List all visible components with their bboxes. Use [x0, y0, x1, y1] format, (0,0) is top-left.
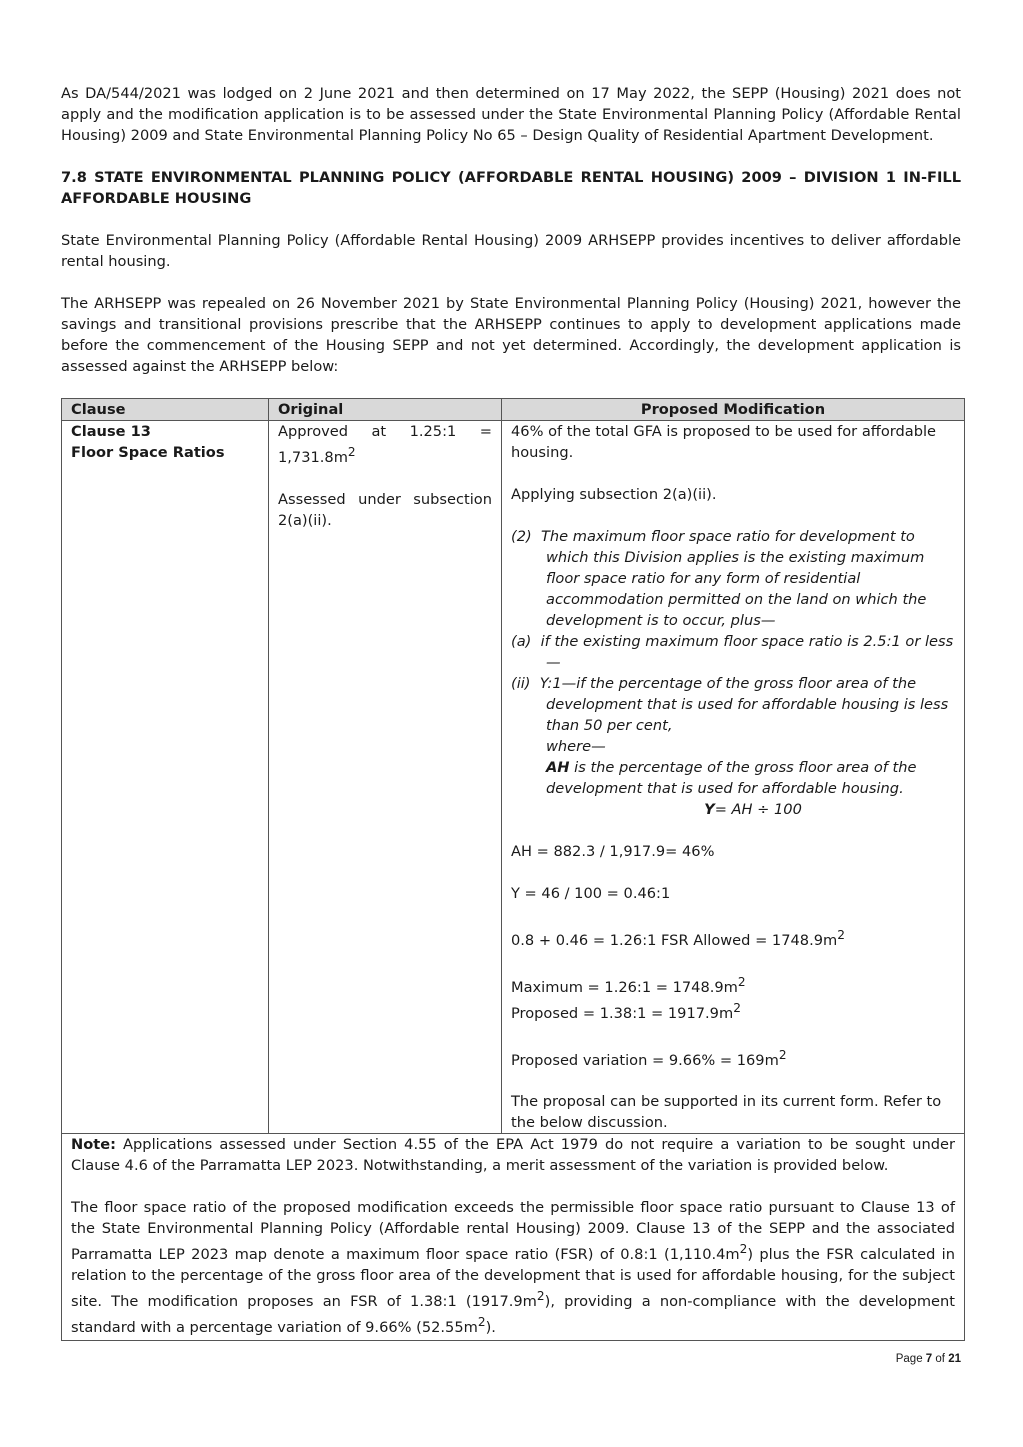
quote-ah-definition — [511, 757, 955, 799]
variation-text: Proposed variation = 9.66% = 169m — [511, 1051, 779, 1069]
ah-term: AH — [546, 759, 570, 776]
header-clause: Clause — [62, 399, 269, 421]
note-paragraph — [71, 1134, 955, 1176]
quote-where: where— — [546, 738, 606, 755]
total-pages: 21 — [948, 1353, 961, 1365]
y-formula-text: = AH ÷ 100 — [714, 801, 802, 818]
fsr-allowed-text: 0.8 + 0.46 = 1.26:1 FSR Allowed = 1748.9m — [511, 931, 838, 949]
of-word: of — [935, 1353, 945, 1365]
note-text: Applications assessed under Section 4.55 of the EPA Act 1979 do not require a variation to be sought under Clause 4.6 of the Parramatta LEP 2023. Notwithstanding, a merit assessment of the variation is provided below. — [71, 1136, 955, 1175]
quote-label: (2) — [511, 528, 532, 545]
at-word: at — [371, 423, 387, 440]
arhsepp-intro-paragraph: State Environmental Planning Policy (Affordable Rental Housing) 2009 ARHSEPP provides incentives to deliver affordable rental housing. — [61, 232, 961, 270]
clause-title: Clause 13 — [71, 423, 151, 440]
note-label: Note: — [71, 1136, 116, 1154]
original-approved-value — [278, 442, 492, 468]
note-fsr-text: ). — [485, 1319, 496, 1337]
table-header-row — [62, 399, 965, 421]
superscript: 2 — [737, 974, 746, 989]
original-cell — [269, 421, 502, 1134]
section-heading: 7.8 STATE ENVIRONMENTAL PLANNING POLICY (AFFORDABLE RENTAL HOUSING) 2009 – DIVISION 1 IN-FILL AFFORDABLE HOUSING — [61, 169, 961, 207]
superscript: 2 — [477, 1315, 486, 1330]
quote-text: Y:1—if the percentage of the gross floor area of the development that is used for affordable housing is less than 50 per cent, — [539, 675, 949, 734]
quote-text: if the existing maximum floor space ratio is 2.5:1 or less— — [540, 633, 954, 671]
calc-variation — [511, 1045, 955, 1071]
proposed-cell — [502, 421, 965, 1134]
header-proposed: Proposed Modification — [502, 399, 965, 421]
calc-proposed — [511, 998, 955, 1024]
table-note-row — [62, 1134, 965, 1341]
clause-cell — [62, 421, 269, 1134]
calc-fsr-allowed — [511, 925, 955, 951]
note-fsr-text: ), providing a non-compliance with the development standard with a percentage variation of 9.66% (52.55m — [71, 1293, 955, 1337]
approved-area: 1,731.8m — [278, 448, 348, 466]
original-assessed-text: Assessed under subsection 2(a)(ii). — [278, 490, 492, 529]
arhsepp-repeal-paragraph: The ARHSEPP was repealed on 26 November 2021 by State Environmental Planning Policy (Housing) 2021, however the savings and transitional provisions prescribe that the ARHSEPP continues to apply to development applications made before the commencement of the Housing SEPP and not yet determined. Accordingly, the development application is assessed against the ARHSEPP below: — [61, 295, 961, 375]
superscript: 2 — [837, 928, 845, 942]
quote-clause-ii — [511, 673, 955, 736]
original-approved-line — [278, 421, 492, 442]
calc-maximum — [511, 972, 955, 998]
maximum-text: Maximum = 1.26:1 = 1748.9m — [511, 978, 738, 996]
superscript: 2 — [347, 445, 356, 459]
calc-ah: AH = 882.3 / 1,917.9= 46% — [511, 843, 715, 860]
approved-ratio: 1.25:1 — [409, 423, 457, 440]
current-page: 7 — [925, 1353, 933, 1365]
page-word: Page — [895, 1353, 923, 1365]
clause-subtitle: Floor Space Ratios — [71, 444, 225, 461]
superscript: 2 — [778, 1047, 787, 1062]
calc-y: Y = 46 / 100 = 0.46:1 — [511, 885, 671, 902]
quote-label: (ii) — [511, 675, 531, 692]
header-original: Original — [269, 399, 502, 421]
superscript: 2 — [739, 1242, 748, 1257]
quote-y-formula — [511, 799, 955, 820]
note-fsr-text: The floor space ratio of the proposed modification exceeds the permissible floor space ratio pursuant to Clause 13 of the State Environmental Planning Policy (Affordable rental Housing) 2009. Clause 13 of the SEPP and the associated Parramatta LEP 2023 map denote a maximum floor space ratio (FSR) of 0.8:1 (1,110.4m — [71, 1199, 955, 1264]
note-fsr-paragraph — [71, 1197, 955, 1338]
superscript: 2 — [536, 1289, 545, 1304]
quote-text: The maximum floor space ratio for development to which this Division applies is the existing maximum floor space ratio for any form of residential accommodation permitted on the land on which the development is to occur, plus— — [540, 528, 927, 629]
intro-paragraph: As DA/544/2021 was lodged on 2 June 2021 and then determined on 17 May 2022, the SEPP (Housing) 2021 does not apply and the modification application is to be assessed under the State Environmental Planning Policy (Affordable Rental Housing) 2009 and State Environmental Planning Policy No 65 – Design Quality of Residential Apartment Development. — [61, 85, 961, 144]
note-cell — [62, 1134, 965, 1341]
proposed-gfa-text: 46% of the total GFA is proposed to be used for affordable housing. — [511, 423, 936, 461]
quote-clause-2 — [511, 526, 955, 631]
proposal-conclusion: The proposal can be supported in its current form. Refer to the below discussion. — [511, 1093, 942, 1132]
page-number — [896, 1353, 961, 1365]
proposed-text: Proposed = 1.38:1 = 1917.9m — [511, 1004, 734, 1022]
quote-label: (a) — [511, 633, 532, 650]
y-term: Y — [704, 801, 715, 818]
superscript: 2 — [733, 1000, 741, 1015]
equals-sign: = — [479, 423, 492, 440]
ah-definition-text: is the percentage of the gross floor area of the development that is used for affordable housing. — [546, 759, 917, 797]
approved-word: Approved — [278, 423, 348, 440]
proposed-subsection-text: Applying subsection 2(a)(ii). — [511, 486, 717, 503]
quote-clause-a — [511, 631, 955, 673]
table-row — [62, 421, 965, 1134]
note-fsr-text: ) plus the FSR calculated in relation to the percentage of the gross floor area of the development that is used for affordable housing, for the subject site. The modification proposes an FSR of 1.38:1 (1917.9m — [71, 1246, 955, 1311]
assessment-table — [61, 398, 965, 1341]
